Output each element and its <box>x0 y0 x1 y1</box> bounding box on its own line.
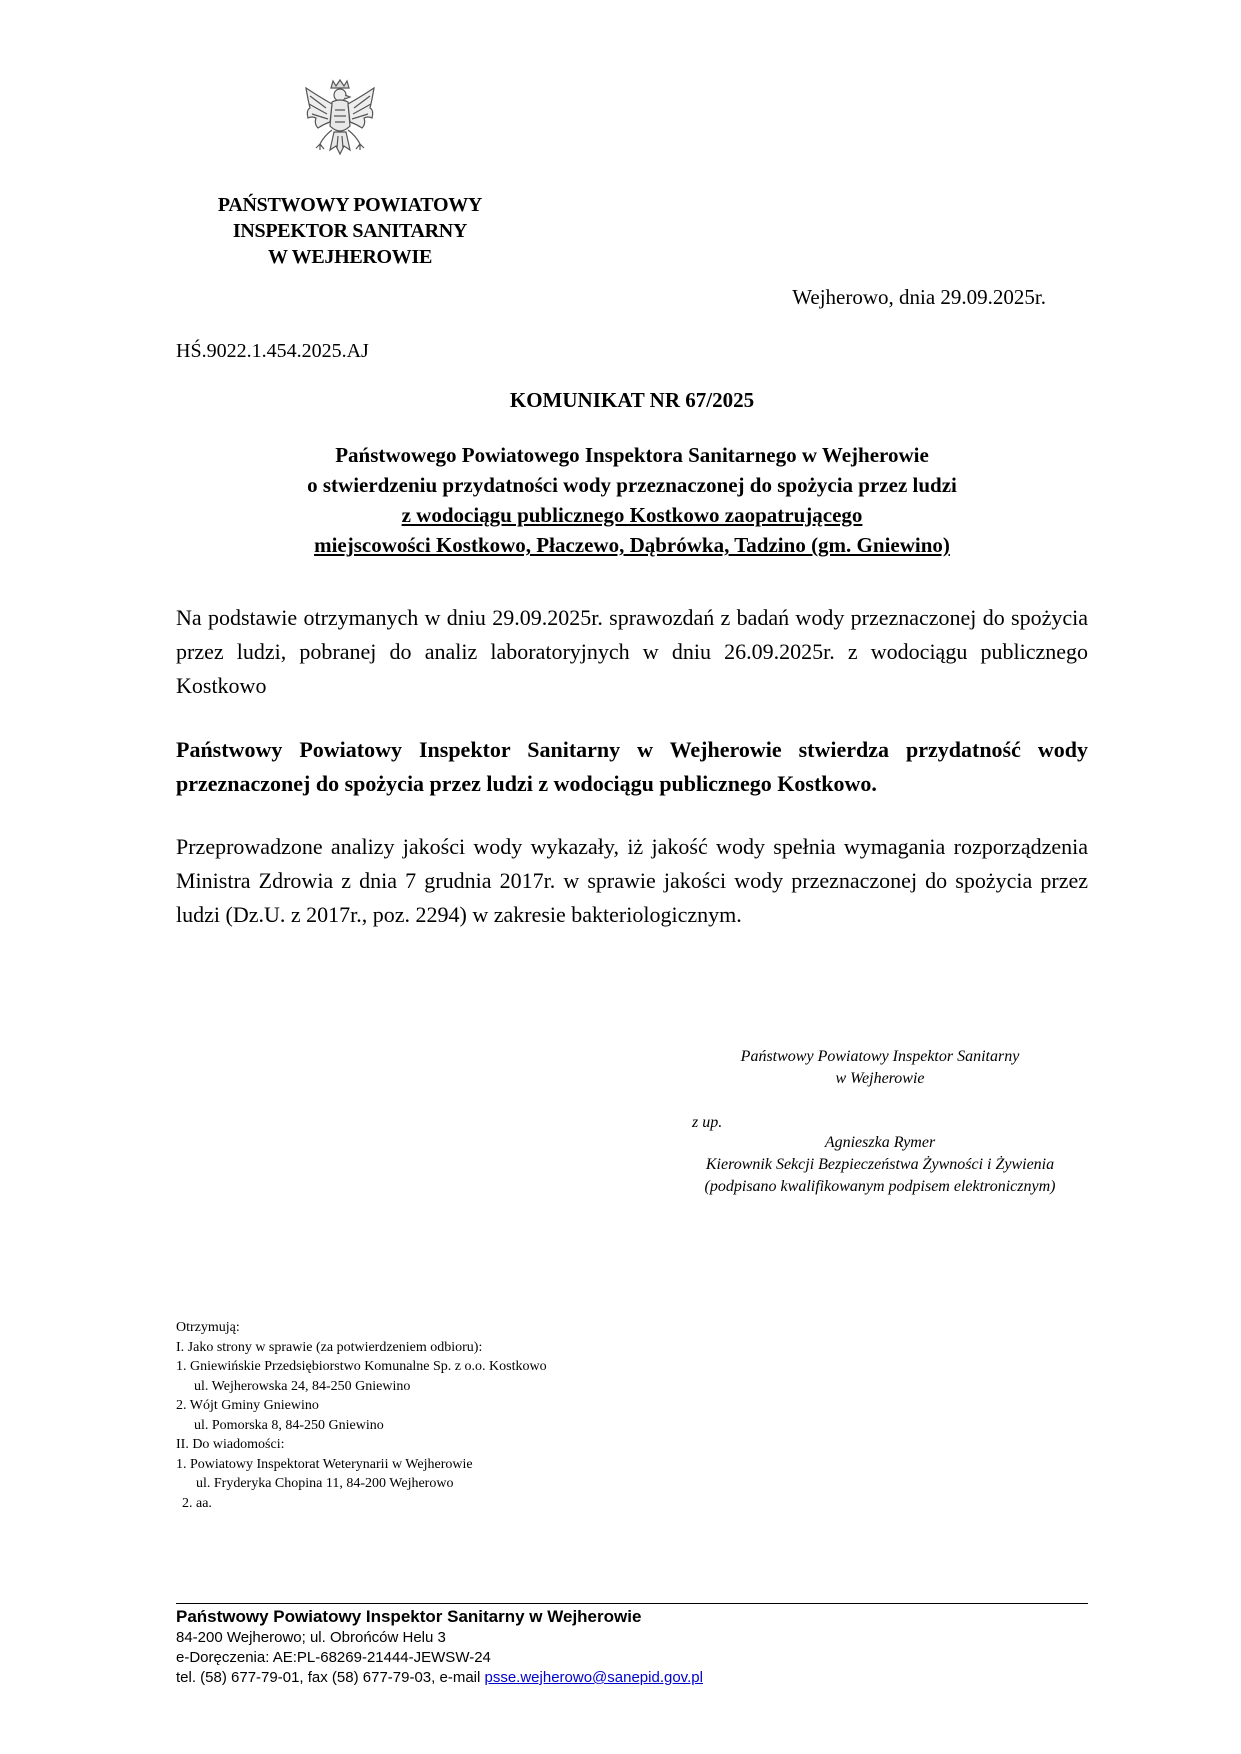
paragraph-basis: Na podstawie otrzymanych w dniu 29.09.2025r. sprawozdań z badań wody przeznaczonej do spożycia przez ludzi, pobranej do analiz laboratoryjnych w dniu 26.09.2025r. z wodociągu publicznego Kostkowo <box>176 605 1088 698</box>
issuer-line-3: W WEJHEROWIE <box>267 246 433 268</box>
document-subject <box>176 440 1088 560</box>
recipient-3-address: ul. Fryderyka Chopina 11, 84-200 Wejherowo <box>196 1476 454 1491</box>
recipient-4: 2. aa. <box>182 1495 212 1511</box>
signatory-name: Agnieszka Rymer <box>824 1134 936 1151</box>
footer-contact-text: tel. (58) 677-79-01, fax (58) 677-79-03, e-mail <box>176 1669 485 1686</box>
signatory-position: Kierownik Sekcji Bezpieczeństwa Żywności i Żywienia <box>705 1156 1055 1173</box>
recipients-list <box>176 1318 547 1513</box>
signature-zup: z up. <box>692 1114 723 1131</box>
reference-number: HŚ.9022.1.454.2025.AJ <box>176 340 369 362</box>
subject-line-4: miejscowości Kostkowo, Płaczewo, Dąbrówka, Tadzino (gm. Gniewino) <box>314 533 950 557</box>
subject-line-3: z wodociągu publicznego Kostkowo zaopatrującego <box>401 503 863 527</box>
polish-eagle-emblem-icon <box>300 78 380 170</box>
issuer-header <box>150 192 550 270</box>
recipient-1-address: ul. Wejherowska 24, 84-250 Gniewino <box>194 1378 411 1394</box>
document-title: KOMUNIKAT NR 67/2025 <box>509 388 755 412</box>
recipients-section-2: II. Do wiadomości: <box>176 1437 285 1452</box>
recipient-1: 1. Gniewińskie Przedsiębiorstwo Komunalne Sp. z o.o. Kostkowo <box>176 1359 547 1374</box>
issuer-line-2: INSPEKTOR SANITARNY <box>232 220 468 242</box>
recipient-2: 2. Wójt Gminy Gniewino <box>176 1398 319 1413</box>
paragraph-decision: Państwowy Powiatowy Inspektor Sanitarny w Wejherowie stwierdza przydatność wody przeznaczonej do spożycia przez ludzi z wodociągu publicznego Kostkowo. <box>176 737 1088 796</box>
recipient-2-address: ul. Pomorska 8, 84-250 Gniewino <box>194 1417 384 1433</box>
signature-office <box>690 1046 1070 1090</box>
signature-block <box>660 1132 1100 1198</box>
footer-divider <box>176 1603 1088 1604</box>
footer <box>176 1606 703 1688</box>
signature-note: (podpisano kwalifikowanym podpisem elektronicznym) <box>704 1178 1056 1195</box>
footer-contact <box>176 1668 703 1688</box>
subject-line-2: o stwierdzeniu przydatności wody przeznaczonej do spożycia przez ludzi <box>307 473 957 497</box>
recipients-heading: Otrzymują: <box>176 1320 240 1335</box>
subject-line-1: Państwowego Powiatowego Inspektora Sanitarnego w Wejherowie <box>335 443 929 467</box>
footer-institution-name: Państwowy Powiatowy Inspektor Sanitarny w Wejherowie <box>176 1607 642 1626</box>
footer-email-link[interactable]: psse.wejherowo@sanepid.gov.pl <box>484 1669 703 1686</box>
issuer-line-1: PAŃSTWOWY POWIATOWY <box>217 194 483 216</box>
document-date: Wejherowo, dnia 29.09.2025r. <box>792 285 1046 309</box>
paragraph-analysis: Przeprowadzone analizy jakości wody wykazały, iż jakość wody spełnia wymagania rozporządzenia Ministra Zdrowia z dnia 7 grudnia 2017r. w sprawie jakości wody przeznaczonej do spożycia przez ludzi (Dz.U. z 2017r., poz. 2294) w zakresie bakteriologicznym. <box>176 834 1088 927</box>
footer-address: 84-200 Wejherowo; ul. Obrońców Helu 3 <box>176 1629 446 1646</box>
signature-office-line-1: Państwowy Powiatowy Inspektor Sanitarny <box>740 1048 1020 1065</box>
signature-office-line-2: w Wejherowie <box>835 1070 925 1087</box>
footer-edelivery: e-Doręczenia: AE:PL-68269-21444-JEWSW-24 <box>176 1649 491 1666</box>
recipients-section-1: I. Jako strony w sprawie (za potwierdzeniem odbioru): <box>176 1339 483 1355</box>
recipient-3: 1. Powiatowy Inspektorat Weterynarii w Wejherowie <box>176 1456 473 1472</box>
